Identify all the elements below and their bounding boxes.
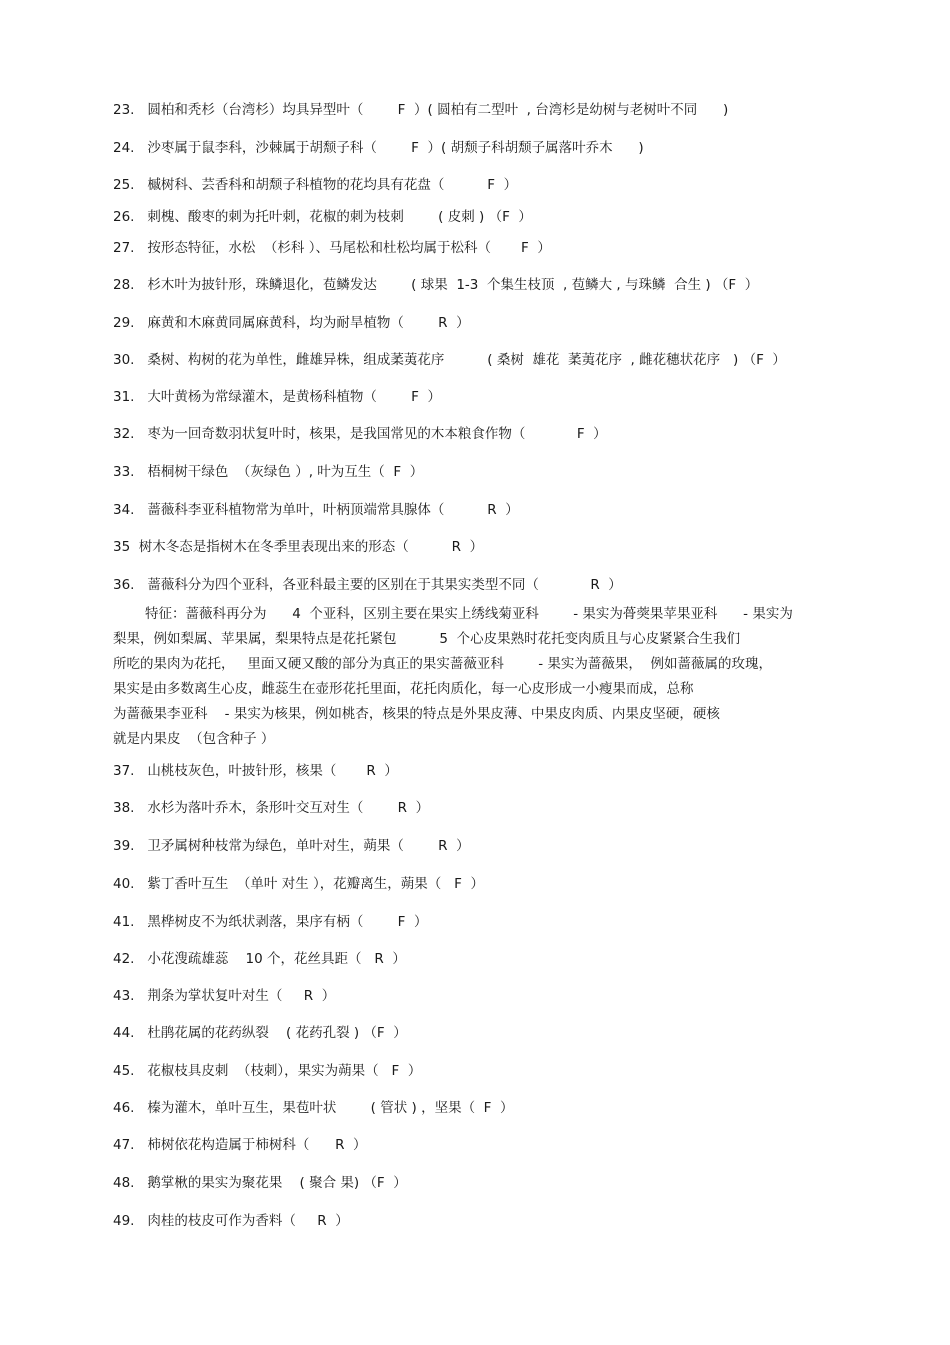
question-35: 35 树木冬态是指树木在冬季里表现出来的形态（ R ） (113, 539, 484, 555)
question-31: 31. 大叶黄杨为常绿灌木，是黄杨科植物（ F ） (113, 389, 442, 405)
question-34: 34. 蔷薇科李亚科植物常为单叶，叶柄顶端常具腺体（ R ） (113, 502, 519, 518)
question-42: 42. 小花溲疏雄蕊 10 个，花丝具距（ R ） (113, 951, 406, 967)
question-30: 30. 桑树、构树的花为单性，雌雄异株，组成葇荑花序 ( 桑树 雄花 葇荑花序 , 雌花穗状花序 ) （F ） (113, 352, 786, 368)
question-37: 37. 山桃枝灰色，叶披针形，核果（ R ） (113, 763, 398, 779)
question-45: 45. 花椒枝具皮刺 （枝刺），果实为蒴果（ F ） (113, 1063, 422, 1079)
paragraph-line: 特征：蔷薇科再分为 4 个亚科，区别主要在果实上绣线菊亚科 - 果实为蓇葖果苹果亚科 - 果实为 (145, 606, 793, 622)
paragraph-line: 为蔷薇果李亚科 - 果实为核果，例如桃杏，核果的特点是外果皮薄、中果皮肉质、内果皮坚硬，硬核 (113, 706, 720, 722)
question-24: 24. 沙枣属于鼠李科，沙棘属于胡颓子科（ F ）( 胡颓子科胡颓子属落叶乔木 ) (113, 140, 644, 156)
question-36: 36. 蔷薇科分为四个亚科，各亚科最主要的区别在于其果实类型不同（ R ） (113, 577, 622, 593)
question-23: 23. 圆柏和秃杉（台湾杉）均具异型叶（ F ）( 圆柏有二型叶 , 台湾杉是幼树与老树叶不同 ) (113, 102, 729, 118)
question-33: 33. 梧桐树干绿色 （灰绿色 ）, 叶为互生（ F ） (113, 464, 424, 480)
paragraph-line: 就是内果皮 （包含种子 ） (113, 731, 275, 747)
question-41: 41. 黑桦树皮不为纸状剥落，果序有柄（ F ） (113, 914, 428, 930)
question-40: 40. 紫丁香叶互生 （单叶 对生 ），花瓣离生，蒴果（ F ） (113, 876, 484, 892)
question-47: 47. 柿树依花构造属于柿树科（ R ） (113, 1137, 367, 1153)
question-27: 27. 按形态特征，水松 （杉科 ）、马尾松和杜松均属于松科（ F ） (113, 240, 551, 256)
question-38: 38. 水杉为落叶乔木，条形叶交互对生（ R ） (113, 800, 430, 816)
question-48: 48. 鹅掌楸的果实为聚花果 ( 聚合 果) （F ） (113, 1175, 407, 1191)
feature-paragraph (113, 602, 843, 752)
question-25: 25. 槭树科、芸香科和胡颓子科植物的花均具有花盘（ F ） (113, 177, 518, 193)
question-39: 39. 卫矛属树种枝常为绿色，单叶对生，蒴果（ R ） (113, 838, 470, 854)
question-43: 43. 荆条为掌状复叶对生（ R ） (113, 988, 336, 1004)
question-44: 44. 杜鹃花属的花药纵裂 ( 花药孔裂 ) （F ） (113, 1025, 407, 1041)
question-46: 46. 榛为灌木，单叶互生，果苞叶状 ( 管状 ) ，坚果（ F ） (113, 1100, 514, 1116)
question-28: 28. 杉木叶为披针形，珠鳞退化，苞鳞发达 ( 球果 1-3 个集生枝顶 , 苞鳞大 , 与珠鳞 合生 ) （F ） (113, 277, 759, 293)
question-26: 26. 刺槐、酸枣的刺为托叶刺，花椒的刺为枝刺 ( 皮刺 ) （F ） (113, 209, 532, 225)
question-29: 29. 麻黄和木麻黄同属麻黄科，均为耐旱植物（ R ） (113, 315, 470, 331)
paragraph-line: 所吃的果肉为花托， 里面又硬又酸的部分为真正的果实蔷薇亚科 - 果实为蔷薇果， 例如蔷薇属的玫瑰， (113, 656, 772, 672)
paragraph-line: 果实是由多数离生心皮，雌蕊生在壶形花托里面，花托肉质化，每一心皮形成一小瘦果而成，总称 (113, 681, 694, 697)
paragraph-line: 梨果，例如梨属、苹果属，梨果特点是花托紧包 5 个心皮果熟时花托变肉质且与心皮紧紧合生我们 (113, 631, 741, 647)
question-49: 49. 肉桂的枝皮可作为香料（ R ） (113, 1213, 349, 1229)
question-32: 32. 枣为一回奇数羽状复叶时，核果，是我国常见的木本粮食作物（ F ） (113, 426, 607, 442)
